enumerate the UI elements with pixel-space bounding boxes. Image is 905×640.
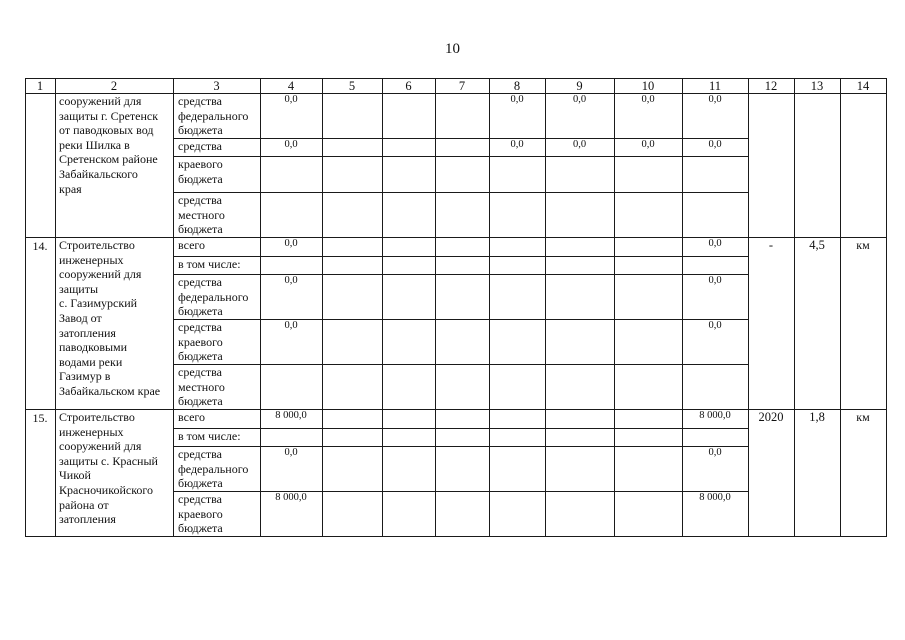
value-c4: 0,0 (284, 238, 298, 249)
column-border-14 (886, 78, 887, 537)
header-cell-7: 7 (458, 79, 466, 93)
value-c11: 0,0 (708, 94, 722, 105)
column-border-13 (840, 78, 841, 537)
header-cell-14: 14 (856, 79, 870, 93)
object-name: Строительство инженерных сооружений для защиты с. Красный Чикой Красночикойского района от затопления (59, 410, 158, 527)
value-c11: 0,0 (708, 275, 722, 286)
funding-source: средства краевого бюджета (178, 492, 223, 536)
value-c9: 0,0 (572, 94, 587, 105)
value-c4: 0,0 (284, 94, 298, 105)
funding-source: в том числе: (178, 429, 241, 443)
page-number: 10 (445, 41, 460, 57)
value-c4: 8 000,0 (275, 492, 307, 503)
unit: км (856, 410, 870, 424)
header-cell-1: 1 (36, 79, 44, 93)
capacity: 1,8 (809, 410, 825, 424)
header-cell-13: 13 (810, 79, 824, 93)
funding-source: средства краевого бюджета (178, 320, 223, 364)
header-cell-5: 5 (348, 79, 356, 93)
value-c11: 0,0 (708, 447, 722, 458)
subrow-border (173, 428, 749, 429)
value-c11: 0,0 (708, 238, 722, 249)
subrow-border (173, 256, 749, 257)
value-c4: 0,0 (284, 139, 298, 150)
funding-source: краевого бюджета (178, 157, 223, 186)
header-cell-9: 9 (576, 79, 583, 93)
header-cell-6: 6 (405, 79, 412, 93)
header-cell-3: 3 (213, 79, 220, 93)
subrow-border (173, 156, 749, 157)
value-c11: 8 000,0 (699, 410, 731, 421)
value-c11: 8 000,0 (699, 492, 731, 503)
value-c9: 0,0 (572, 139, 587, 150)
object-name: Строительство инженерных сооружений для защиты с. Газимурский Завод от затопления паводковыми водами реки Газимур в Забайкальском крае (59, 238, 161, 398)
funding-source: средства (178, 139, 223, 153)
value-c10: 0,0 (641, 139, 655, 150)
year-start: - (768, 238, 774, 252)
value-c4: 0,0 (284, 447, 298, 458)
value-c8: 0,0 (510, 139, 524, 150)
funding-source: всего (178, 410, 206, 424)
header-cell-10: 10 (641, 79, 655, 93)
header-cell-8: 8 (513, 79, 521, 93)
funding-source: всего (178, 238, 206, 252)
funding-source: в том числе: (178, 257, 241, 271)
column-border-0 (25, 78, 26, 537)
funding-source: средства местного бюджета (178, 193, 225, 237)
column-border-12 (794, 78, 795, 537)
funding-source: средства федерального бюджета (178, 94, 249, 138)
funding-source: средства федерального бюджета (178, 447, 249, 491)
value-c11: 0,0 (708, 139, 722, 150)
column-border-2 (173, 78, 174, 537)
subrow-border (173, 192, 749, 193)
value-c8: 0,0 (510, 94, 524, 105)
capacity: 4,5 (809, 238, 825, 252)
row-border (25, 536, 887, 537)
header-cell-11: 11 (708, 79, 722, 93)
subrow-border (173, 364, 749, 365)
object-name: сооружений для защиты г. Сретенск от паводковых вод реки Шилка в Сретенском районе Забайкальского края (59, 94, 159, 196)
year-start: 2020 (758, 410, 784, 424)
header-cell-2: 2 (110, 79, 118, 93)
value-c4: 8 000,0 (275, 410, 307, 421)
row-number: 14. (32, 239, 48, 253)
unit: км (856, 238, 870, 252)
column-border-6 (435, 78, 436, 537)
value-c11: 0,0 (708, 320, 722, 331)
value-c4: 0,0 (284, 320, 298, 331)
header-cell-12: 12 (764, 79, 778, 93)
value-c10: 0,0 (641, 94, 655, 105)
column-border-5 (382, 78, 383, 537)
funding-source: средства местного бюджета (178, 365, 225, 409)
row-number: 15. (32, 411, 48, 425)
funding-source: средства федерального бюджета (178, 275, 249, 319)
column-border-1 (55, 78, 56, 537)
column-border-11 (748, 78, 749, 537)
column-border-4 (322, 78, 323, 537)
header-cell-4: 4 (287, 79, 295, 93)
value-c4: 0,0 (284, 275, 298, 286)
